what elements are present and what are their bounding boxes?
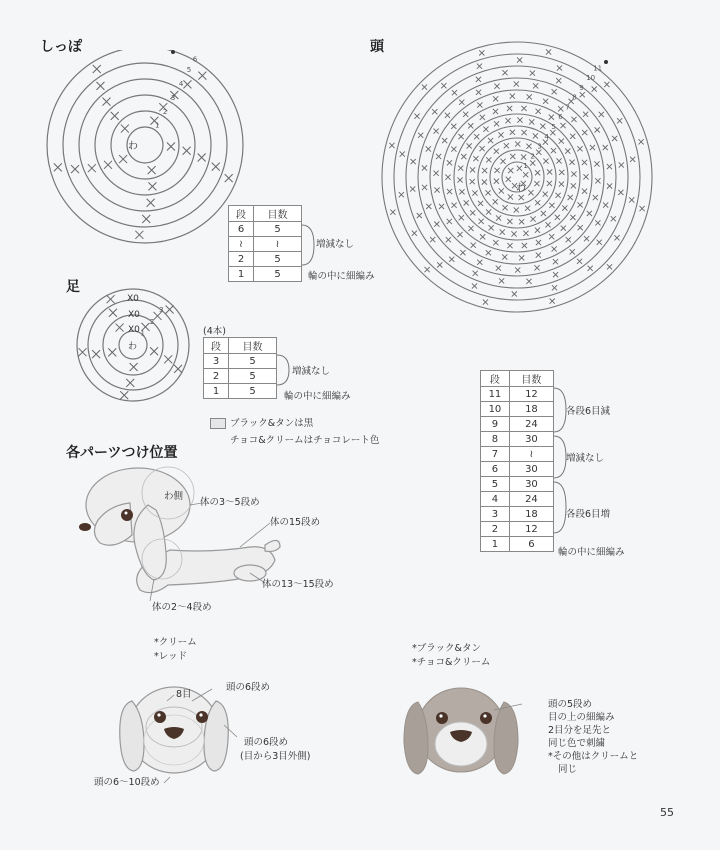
table-cell: 2 — [481, 522, 510, 537]
table-cell: 30 — [509, 462, 553, 477]
table-header: 目数 — [254, 206, 302, 222]
foot-ring-label: わ — [128, 342, 138, 352]
head-title: 頭 — [370, 39, 384, 55]
row-number: 11 — [593, 64, 603, 73]
color-note-1 — [210, 415, 313, 429]
table-cell: ≀ — [254, 237, 302, 252]
foot-table-box — [203, 337, 277, 399]
table-cell: 30 — [509, 432, 553, 447]
table-cell: 24 — [509, 492, 553, 507]
table-cell: 18 — [509, 402, 553, 417]
row-number: 3 — [159, 306, 164, 315]
table-cell: 24 — [509, 417, 553, 432]
foot-note-2: 輪の中に細編み — [284, 391, 351, 402]
tail-title: しっぽ — [40, 39, 82, 55]
table-cell: 6 — [509, 537, 553, 552]
table-cell: 6 — [229, 222, 254, 237]
foot-title: 足 — [66, 279, 80, 295]
row-number: 2 — [149, 317, 155, 326]
black-note: 目の上の細編み — [548, 712, 615, 723]
head-ring-label: わ — [516, 183, 526, 194]
table-header: 段 — [204, 338, 229, 354]
table-cell: 5 — [254, 252, 302, 267]
body-label-3: 体の13〜15段め — [262, 579, 334, 590]
color-swatch — [210, 418, 226, 429]
cream-label-3: 頭の6〜10段め — [94, 777, 160, 788]
cream-label-2b: (目から3目外側) — [240, 751, 311, 762]
cream-label-2: 頭の6段め — [244, 737, 289, 748]
row-number: 1 — [523, 162, 528, 171]
table-cell: 5 — [229, 369, 277, 384]
black-colors-2: *チョコ&クリーム — [412, 657, 491, 668]
table-cell: 2 — [204, 369, 229, 384]
black-colors-1: *ブラック&タン — [412, 643, 481, 654]
foot-count: (4本) — [203, 326, 226, 337]
table-cell: 5 — [229, 384, 277, 399]
cream-stitch-count: 8目 — [176, 689, 192, 700]
table-cell: 5 — [481, 477, 510, 492]
table-cell: 1 — [229, 267, 254, 282]
head-table — [480, 370, 554, 552]
foot-table — [203, 337, 277, 399]
row-number: 7 — [565, 103, 570, 112]
table-header: 段 — [481, 371, 510, 387]
row-number: 1 — [154, 121, 160, 130]
tail-note-1: 増減なし — [316, 239, 355, 250]
head-note-2: 増減なし — [566, 453, 605, 464]
table-cell: 11 — [481, 387, 510, 402]
tail-note-2: 輪の中に細編み — [308, 271, 375, 282]
black-note: *その他はクリームと — [548, 751, 639, 762]
table-header: 目数 — [229, 338, 277, 354]
color-note-text: ブラック&タンは黒 — [230, 418, 314, 429]
row-number: 4 — [544, 132, 549, 141]
head-chart — [365, 40, 670, 315]
head-table-box — [480, 370, 554, 552]
row-number: 5 — [186, 66, 192, 75]
table-cell: 12 — [509, 522, 553, 537]
table-cell: 8 — [481, 432, 510, 447]
table-header: 目数 — [509, 371, 553, 387]
cream-colors-1: *クリーム — [154, 637, 197, 648]
tail-ring-label: わ — [128, 141, 138, 152]
table-cell: 2 — [229, 252, 254, 267]
head-note-3: 各段6目増 — [566, 509, 611, 520]
table-cell: 18 — [509, 507, 553, 522]
black-notes — [548, 698, 638, 776]
row-number: 2 — [530, 152, 535, 161]
table-cell: 1 — [481, 537, 510, 552]
table-cell: ≀ — [509, 447, 553, 462]
head-note-1: 各段6目減 — [566, 406, 611, 417]
body-label-1: 体の3〜5段め — [200, 497, 260, 508]
row-number: 4 — [178, 80, 184, 89]
cream-label-1: 頭の6段め — [226, 682, 271, 693]
table-cell: 5 — [254, 222, 302, 237]
row-number: 10 — [586, 74, 596, 83]
black-note: 同じ色で刺繍 — [548, 738, 606, 749]
row-number: 8 — [572, 93, 577, 102]
table-cell: 12 — [509, 387, 553, 402]
placement-title: 各パーツつけ位置 — [66, 445, 178, 461]
svg-text:X0: X0 — [128, 310, 140, 320]
row-number: 3 — [170, 93, 176, 102]
black-head-drawing — [398, 672, 528, 787]
row-number: 6 — [192, 55, 198, 64]
head-bracket — [554, 370, 572, 560]
black-note: 同じ — [558, 764, 578, 775]
black-note: 2目分を足先と — [548, 725, 612, 736]
table-cell: 6 — [481, 462, 510, 477]
svg-text:X0: X0 — [128, 325, 140, 335]
body-label-2: 体の15段め — [270, 517, 321, 528]
table-cell: 1 — [204, 384, 229, 399]
svg-text:X0: X0 — [127, 294, 139, 304]
dog-body-diagram — [70, 465, 290, 615]
table-cell: 9 — [481, 417, 510, 432]
table-cell: 30 — [509, 477, 553, 492]
black-note: 頭の5段め — [548, 699, 593, 710]
table-cell: 4 — [481, 492, 510, 507]
page-number: 55 — [660, 806, 674, 819]
table-cell: 3 — [204, 354, 229, 369]
foot-chart — [73, 288, 193, 406]
row-number: 1 — [140, 329, 145, 338]
row-number: 6 — [558, 113, 563, 122]
table-cell: ≀ — [229, 237, 254, 252]
table-cell: 10 — [481, 402, 510, 417]
foot-note-1: 増減なし — [292, 366, 331, 377]
head-note-4: 輪の中に細編み — [558, 547, 625, 558]
table-cell: 7 — [481, 447, 510, 462]
body-label-4: 体の2〜4段め — [152, 602, 212, 613]
table-cell: 5 — [229, 354, 277, 369]
table-cell: 3 — [481, 507, 510, 522]
color-note-2: チョコ&クリームはチョコレート色 — [230, 435, 380, 446]
tail-chart — [40, 50, 250, 250]
cream-colors-2: *レッド — [154, 651, 188, 662]
row-number: 2 — [162, 107, 168, 116]
table-cell: 5 — [254, 267, 302, 282]
row-number: 9 — [579, 83, 584, 92]
tail-table — [228, 205, 302, 282]
row-number: 3 — [537, 142, 542, 151]
body-label-wa-side: わ側 — [164, 491, 184, 502]
row-number: 5 — [551, 123, 556, 132]
tail-table-box — [228, 205, 302, 282]
table-header: 段 — [229, 206, 254, 222]
